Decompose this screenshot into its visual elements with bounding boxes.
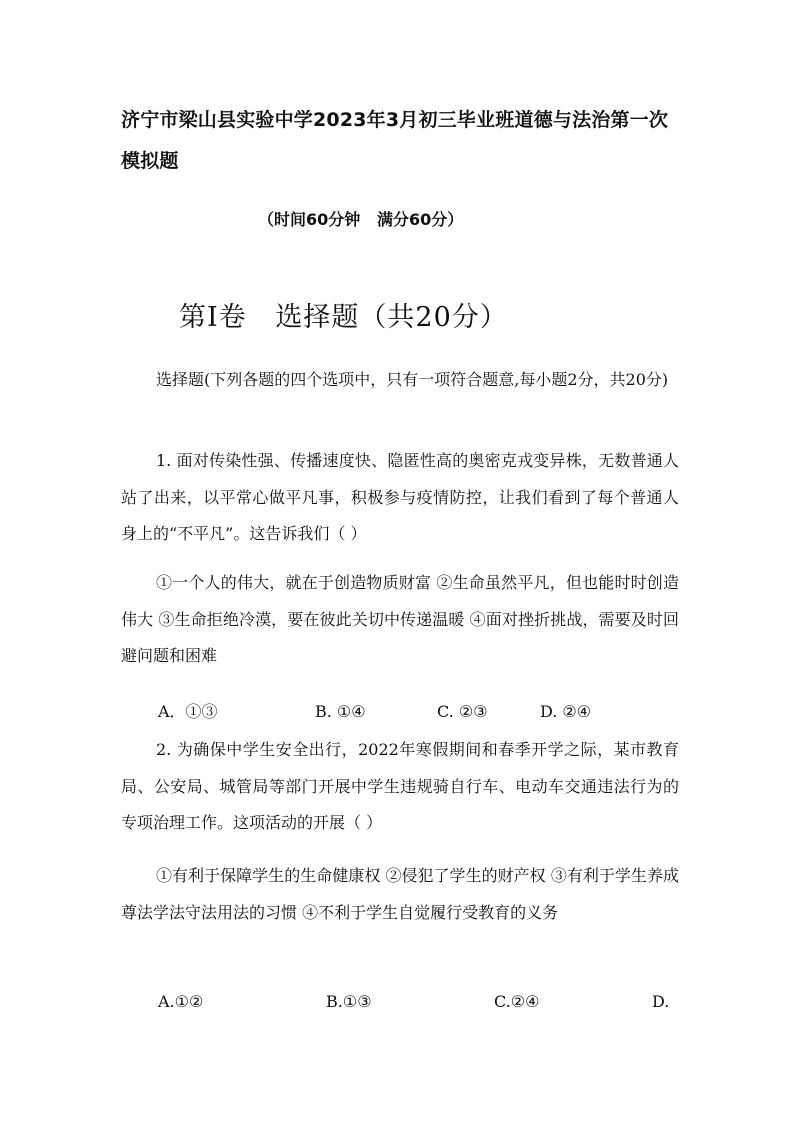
- question-1-option-b: B. ①④: [315, 702, 366, 721]
- question-2-statements: ①有利于保障学生的生命健康权 ②侵犯了学生的财产权 ③有利于学生养成尊法学法守法用法的习惯 ④不利于学生自觉履行受教育的义务: [121, 866, 679, 922]
- document-title: 济宁市梁山县实验中学2023年3月初三毕业班道德与法治第一次模拟题: [121, 109, 669, 172]
- question-2-option-c: C.②④: [494, 992, 540, 1011]
- question-2-options: [121, 984, 681, 1020]
- question-1-option-d: D. ②④: [540, 702, 592, 721]
- question-1-statements: ①一个人的伟大，就在于创造物质财富 ②生命虽然平凡，但也能时时创造伟大 ③生命拒绝冷漠，要在彼此关切中传递温暖 ④面对挫折挑战，需要及时回避问题和困难: [121, 573, 679, 665]
- question-1-option-c: C. ②③: [437, 702, 488, 721]
- question-1-option-a: A．①③: [158, 702, 218, 721]
- question-2-option-d: D.: [652, 992, 670, 1011]
- section-title: 第Ⅰ卷 选择题（共20分）: [179, 302, 508, 333]
- question-2-option-b: B.①③: [326, 992, 372, 1011]
- question-1-stem: 1. 面对传染性强、传播速度快、隐匿性高的奥密克戎变异株，无数普通人站了出来，以平常心做平凡事，积极参与疫情防控，让我们看到了每个普通人身上的“不平凡”。这告诉我们（ ）: [121, 451, 679, 543]
- exam-time-score: （时间60分钟 满分60分）: [258, 210, 464, 229]
- instructions: 选择题(下列各题的四个选项中，只有一项符合题意,每小题2分，共20分): [156, 370, 669, 389]
- question-2-stem: 2. 为确保中学生安全出行，2022年寒假期间和春季开学之际，某市教育局、公安局、城管局等部门开展中学生违规骑自行车、电动车交通违法行为的专项治理工作。这项活动的开展（ ）: [121, 740, 679, 832]
- question-2-option-a: A.①②: [158, 992, 204, 1011]
- question-1-options: [121, 694, 681, 730]
